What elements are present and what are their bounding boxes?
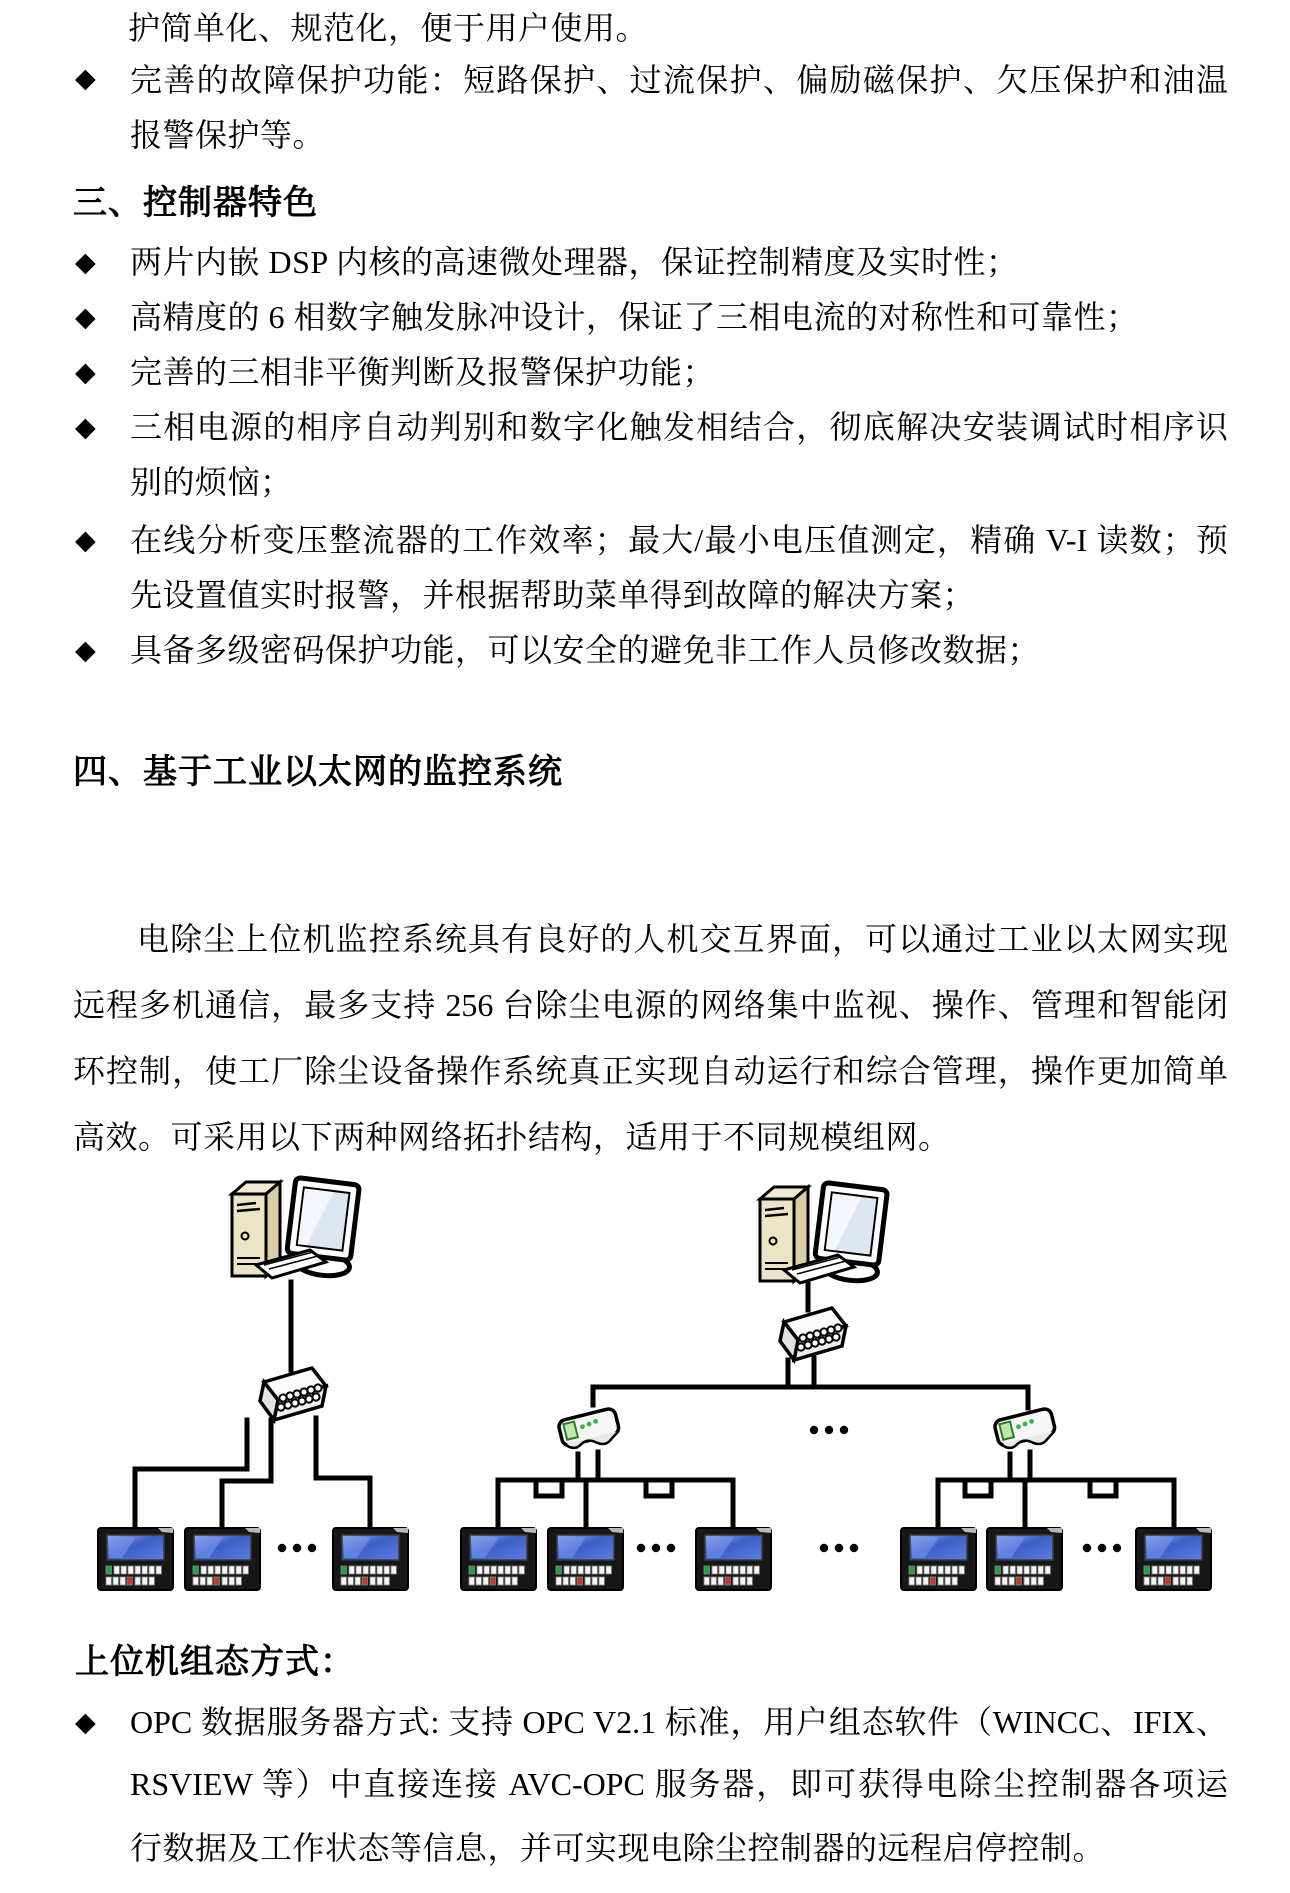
network-cable	[593, 1387, 1028, 1408]
paragraph-line: 远程多机通信，最多支持 256 台除尘电源的网络集中监视、操作、管理和智能闭	[73, 987, 1228, 1023]
bullet-diamond-icon: ◆	[75, 63, 96, 94]
ellipsis-icon	[1083, 1544, 1121, 1552]
paragraph-line: 环控制，使工厂除尘设备操作系统真正实现自动运行和综合管理，操作更加简单	[73, 1053, 1228, 1089]
router-icon	[558, 1408, 622, 1454]
control-panel-icon	[98, 1528, 173, 1590]
opc-bullet-line: 行数据及工作状态等信息，并可实现电除尘控制器的远程启停控制。	[130, 1830, 1106, 1866]
hub-icon	[260, 1368, 326, 1420]
feature-bullet-line: 两片内嵌 DSP 内核的高速微处理器，保证控制精度及实时性；	[130, 244, 1019, 280]
control-panel-icon	[1136, 1528, 1211, 1590]
feature-bullet-line: 在线分析变压整流器的工作效率；最大/最小电压值测定，精确 V-I 读数；预	[130, 522, 1228, 558]
desktop-computer-icon	[760, 1182, 888, 1283]
control-panel-icon	[901, 1528, 976, 1590]
network-topology-diagram	[0, 1170, 1290, 1640]
control-panel-icon	[185, 1528, 260, 1590]
feature-bullet-line: 先设置值实时报警，并根据帮助菜单得到故障的解决方案；	[130, 577, 976, 613]
section3-heading: 三、控制器特色	[73, 185, 318, 222]
control-panel-icon	[987, 1528, 1062, 1590]
control-panel-icon	[461, 1528, 536, 1590]
feature-bullet-line: 别的烦恼；	[130, 464, 293, 500]
bullet-diamond-icon: ◆	[75, 635, 96, 666]
feature-bullet-line: 高精度的 6 相数字触发脉冲设计，保证了三相电流的对称性和可靠性；	[130, 299, 1139, 335]
desktop-computer-icon	[232, 1177, 360, 1278]
bullet-diamond-icon: ◆	[75, 1707, 96, 1738]
bullet-diamond-icon: ◆	[75, 525, 96, 556]
hub-icon	[780, 1308, 846, 1360]
feature-bullet-line: 具备多级密码保护功能，可以安全的避免非工作人员修改数据；	[130, 632, 1041, 668]
ellipsis-icon	[278, 1544, 316, 1552]
section4-heading: 四、基于工业以太网的监控系统	[73, 754, 563, 791]
bullet-diamond-icon: ◆	[75, 357, 96, 388]
fault-bullet-line: 报警保护等。	[130, 117, 326, 153]
ellipsis-icon	[637, 1544, 675, 1552]
bullet-diamond-icon: ◆	[75, 247, 96, 278]
bullet-diamond-icon: ◆	[75, 412, 96, 443]
ellipsis-icon	[820, 1544, 858, 1552]
control-panel-icon	[548, 1528, 623, 1590]
network-cable	[135, 1420, 247, 1528]
opc-bullet-line: OPC 数据服务器方式: 支持 OPC V2.1 标准，用户组态软件（WINCC、IFIX、	[130, 1704, 1228, 1740]
paragraph-line: 电除尘上位机监控系统具有良好的人机交互界面，可以通过工业以太网实现	[137, 921, 1228, 957]
ellipsis-icon	[810, 1426, 848, 1434]
router-icon	[994, 1408, 1058, 1454]
fault-bullet-line: 完善的故障保护功能：短路保护、过流保护、偏励磁保护、欠压保护和油温	[130, 62, 1228, 98]
opc-bullet-line: RSVIEW 等）中直接连接 AVC-OPC 服务器，即可获得电除尘控制器各项运	[130, 1766, 1228, 1802]
bullet-diamond-icon: ◆	[75, 302, 96, 333]
feature-bullet-line: 三相电源的相序自动判别和数字化触发相结合，彻底解决安装调试时相序识	[130, 409, 1228, 445]
topology-single-hub	[98, 1177, 408, 1590]
paragraph-line: 高效。可采用以下两种网络拓扑结构，适用于不同规模组网。	[73, 1119, 951, 1155]
feature-bullet-line: 完善的三相非平衡判断及报警保护功能；	[130, 354, 716, 390]
network-cable	[316, 1418, 370, 1528]
intro-continuation-line: 护简单化、规范化，便于用户使用。	[128, 10, 649, 46]
control-panel-icon	[696, 1528, 771, 1590]
topology-multi-router	[461, 1182, 1211, 1590]
config-mode-heading: 上位机组态方式：	[75, 1644, 355, 1681]
control-panel-icon	[333, 1528, 408, 1590]
